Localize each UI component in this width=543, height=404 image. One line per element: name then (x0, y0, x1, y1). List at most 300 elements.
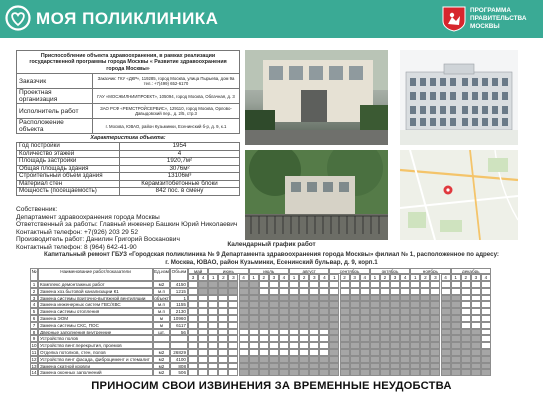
gantt-empty-cell (410, 281, 420, 288)
gantt-bar-cell (218, 281, 228, 288)
work-name: Замена скатной кровли (38, 363, 153, 370)
gantt-empty-cell (259, 281, 269, 288)
gantt-bar-cell (370, 308, 380, 315)
apology-banner: ПРИНОСИМ СВОИ ИЗВИНЕНИЯ ЗА ВРЕМЕННЫЕ НЕУДОБСТВА (91, 380, 452, 392)
gantt-bar-cell (441, 315, 451, 322)
gantt-bar-cell (289, 322, 299, 329)
gantt-empty-cell (289, 281, 299, 288)
row-number: 3 (30, 295, 38, 302)
gantt-bar-cell (259, 315, 269, 322)
gantt-empty-cell (239, 335, 249, 342)
info-row-contractor: Исполнитель работ ЗАО РСФ «РЕМСТРОЙСЕРВИС», 129110, город Москва, Орлово-Давыдовский пер., д. 2/5, стр.3 (17, 104, 240, 119)
gantt-bar-cell (451, 322, 461, 329)
works-manager: Производитель работ: Данилин Григорий Восканович (16, 236, 180, 244)
gantt-bar-cell (319, 308, 329, 315)
gantt-bar-cell (420, 295, 430, 302)
gantt-bar-cell (410, 322, 420, 329)
work-unit: м.п (153, 301, 170, 308)
week-header: 2 (340, 274, 350, 281)
gantt-bar-cell (441, 308, 451, 315)
work-name: Устройство полов (38, 335, 153, 342)
gantt-bar-cell (441, 369, 451, 376)
gantt-empty-cell (218, 335, 228, 342)
work-unit (153, 335, 170, 342)
row-number: 4 (30, 301, 38, 308)
gantt-empty-cell (309, 281, 319, 288)
gantt-bar-cell (259, 301, 269, 308)
gantt-empty-cell (259, 329, 269, 336)
work-unit: м2 (153, 369, 170, 376)
gantt-empty-cell (481, 288, 491, 295)
week-header: 4 (239, 274, 249, 281)
gantt-empty-cell (259, 342, 269, 349)
gantt-empty-cell (481, 301, 491, 308)
gantt-bar-cell (249, 288, 259, 295)
gantt-empty-cell (218, 322, 228, 329)
gantt-bar-cell (329, 301, 339, 308)
gantt-bar-cell (198, 281, 208, 288)
gantt-empty-cell (188, 295, 198, 302)
gantt-bar-cell (420, 301, 430, 308)
gantt-bar-cell (299, 301, 309, 308)
gantt-bar-cell (259, 322, 269, 329)
gantt-empty-cell (218, 342, 228, 349)
owner-label: Собственник: (16, 206, 58, 213)
gantt-empty-cell (198, 315, 208, 322)
gantt-bar-cell (400, 301, 410, 308)
gantt-bar-cell (289, 369, 299, 376)
gantt-empty-cell (309, 288, 319, 295)
gantt-bar-cell (299, 356, 309, 363)
gantt-bar-cell (430, 295, 440, 302)
gantt-empty-cell (188, 308, 198, 315)
gantt-bar-cell (340, 322, 350, 329)
gantt-bar-cell (299, 363, 309, 370)
gantt-bar-cell (380, 315, 390, 322)
gantt-empty-cell (289, 329, 299, 336)
gantt-bar-cell (208, 288, 218, 295)
gantt-bar-cell (360, 349, 370, 356)
gantt-bar-cell (289, 363, 299, 370)
month-header: декабрь (451, 268, 491, 274)
week-header: 1 (249, 274, 259, 281)
gantt-schedule-table (30, 268, 492, 376)
gantt-bar-cell (370, 356, 380, 363)
gantt-empty-cell (218, 315, 228, 322)
week-header: 1 (410, 274, 420, 281)
gantt-empty-cell (340, 288, 350, 295)
work-name: Замена системы СКС, ПОС (38, 322, 153, 329)
gantt-bar-cell (309, 308, 319, 315)
gantt-bar-cell (309, 301, 319, 308)
gantt-empty-cell (198, 349, 208, 356)
photo-building-entrance (245, 50, 388, 145)
gantt-empty-cell (309, 335, 319, 342)
gantt-empty-cell (340, 281, 350, 288)
row-number: 2 (30, 288, 38, 295)
row-number: 12 (31, 356, 37, 362)
gantt-empty-cell (299, 288, 309, 295)
gantt-empty-cell (481, 335, 491, 342)
col-header-work-name: Наименование работ/показатели (38, 268, 153, 281)
gantt-bar-cell (360, 295, 370, 302)
gantt-bar-cell (329, 295, 339, 302)
week-header: 1 (329, 274, 339, 281)
gantt-bar-cell (289, 295, 299, 302)
gantt-bar-cell (360, 315, 370, 322)
gantt-bar-cell (430, 369, 440, 376)
gantt-bar-cell (441, 322, 451, 329)
gantt-empty-cell (471, 288, 481, 295)
month-header: июнь (208, 268, 248, 274)
gantt-bar-cell (380, 356, 390, 363)
gantt-bar-cell (410, 369, 420, 376)
work-volume: 808 (170, 363, 188, 370)
gantt-bar-cell (360, 301, 370, 308)
gantt-empty-cell (289, 342, 299, 349)
gantt-empty-cell (228, 308, 238, 315)
week-header: 2 (461, 274, 471, 281)
gantt-empty-cell (208, 308, 218, 315)
gantt-bar-cell (461, 342, 471, 349)
gantt-bar-cell (340, 335, 350, 342)
gantt-bar-cell (410, 329, 420, 336)
gantt-empty-cell (188, 329, 198, 336)
gantt-empty-cell (218, 349, 228, 356)
month-header: октябрь (370, 268, 410, 274)
gantt-bar-cell (430, 322, 440, 329)
gantt-bar-cell (350, 356, 360, 363)
gantt-bar-cell (370, 342, 380, 349)
gantt-bar-cell (380, 308, 390, 315)
week-header: 2 (259, 274, 269, 281)
work-volume: 1215 (170, 288, 188, 295)
gantt-empty-cell (471, 281, 481, 288)
gantt-empty-cell (188, 349, 198, 356)
gantt-bar-cell (198, 288, 208, 295)
gantt-bar-cell (309, 315, 319, 322)
gantt-empty-cell (228, 369, 238, 376)
gantt-bar-cell (350, 295, 360, 302)
gantt-bar-cell (380, 329, 390, 336)
gantt-bar-cell (451, 301, 461, 308)
gantt-bar-cell (390, 349, 400, 356)
work-unit: шт. (153, 329, 170, 336)
work-volume (170, 335, 188, 342)
gantt-empty-cell (198, 335, 208, 342)
gantt-empty-cell (269, 342, 279, 349)
gantt-empty-cell (218, 301, 228, 308)
col-header-volume: Объем (170, 268, 188, 281)
gantt-bar-cell (400, 335, 410, 342)
gantt-bar-cell (319, 369, 329, 376)
gantt-empty-cell (451, 281, 461, 288)
gantt-empty-cell (218, 295, 228, 302)
gantt-empty-cell (269, 349, 279, 356)
gantt-bar-cell (340, 363, 350, 370)
gantt-bar-cell (420, 342, 430, 349)
gantt-empty-cell (461, 322, 471, 329)
work-unit: м2 (153, 363, 170, 370)
gantt-bar-cell (441, 356, 451, 363)
week-header: 3 (228, 274, 238, 281)
work-volume (170, 342, 188, 349)
gantt-bar-cell (390, 363, 400, 370)
gantt-empty-cell (208, 315, 218, 322)
manager-phone: Контактный телефон: 8 (964) 642-41-90 (16, 243, 137, 251)
gantt-bar-cell (269, 322, 279, 329)
gantt-empty-cell (471, 308, 481, 315)
work-unit (153, 342, 170, 349)
week-header: 3 (269, 274, 279, 281)
gantt-empty-cell (481, 342, 491, 349)
gantt-empty-cell (249, 335, 259, 342)
gantt-bar-cell (420, 308, 430, 315)
gantt-empty-cell (319, 342, 329, 349)
gantt-empty-cell (228, 363, 238, 370)
gantt-empty-cell (390, 281, 400, 288)
gantt-bar-cell (269, 356, 279, 363)
gantt-empty-cell (360, 288, 370, 295)
gantt-empty-cell (471, 322, 481, 329)
owner-name: Департамент здравоохранения города Москвы (16, 213, 160, 221)
gantt-bar-cell (380, 342, 390, 349)
work-name: Замена хоз.бытовой канализации К1 (38, 288, 153, 295)
gantt-bar-cell (279, 308, 289, 315)
gantt-empty-cell (299, 349, 309, 356)
work-volume: 2130 (170, 308, 188, 315)
work-unit: м2 (153, 349, 170, 356)
gantt-bar-cell (400, 369, 410, 376)
gantt-empty-cell (309, 329, 319, 336)
gantt-bar-cell (451, 308, 461, 315)
gantt-bar-cell (319, 363, 329, 370)
gantt-bar-cell (329, 369, 339, 376)
work-name: Комплекс демонтажных работ (38, 281, 153, 288)
work-volume: 506 (170, 369, 188, 376)
work-unit: м2 (153, 281, 170, 288)
gantt-bar-cell (390, 295, 400, 302)
gantt-bar-cell (430, 342, 440, 349)
gantt-empty-cell (481, 308, 491, 315)
gantt-bar-cell (410, 363, 420, 370)
char-row: Материал стен Керамзитобетонные блоки (17, 180, 240, 188)
gantt-bar-cell (259, 356, 269, 363)
gantt-empty-cell (218, 329, 228, 336)
gantt-bar-cell (360, 335, 370, 342)
work-unit: м (153, 322, 170, 329)
week-header: 4 (279, 274, 289, 281)
gantt-bar-cell (451, 356, 461, 363)
gantt-bar-cell (410, 342, 420, 349)
gantt-empty-cell (239, 349, 249, 356)
gantt-bar-cell (481, 356, 491, 363)
row-number: 8 (30, 329, 38, 336)
gantt-empty-cell (279, 329, 289, 336)
gantt-empty-cell (461, 281, 471, 288)
gantt-empty-cell (239, 342, 249, 349)
gantt-bar-cell (420, 329, 430, 336)
gantt-empty-cell (249, 329, 259, 336)
gantt-bar-cell (350, 329, 360, 336)
gantt-bar-cell (471, 329, 481, 336)
gantt-empty-cell (269, 335, 279, 342)
row-number: 9 (30, 335, 38, 342)
gantt-bar-cell (319, 356, 329, 363)
row-number: 13 (31, 363, 37, 369)
gantt-bar-cell (309, 295, 319, 302)
row-number: 14 (31, 370, 37, 376)
gantt-bar-cell (239, 308, 249, 315)
gantt-bar-cell (430, 356, 440, 363)
gantt-empty-cell (299, 281, 309, 288)
gantt-bar-cell (360, 329, 370, 336)
gantt-bar-cell (329, 356, 339, 363)
gantt-bar-cell (400, 315, 410, 322)
week-header: 4 (441, 274, 451, 281)
gantt-empty-cell (228, 329, 238, 336)
work-name: Замена ЭОМ (38, 315, 153, 322)
gantt-bar-cell (461, 356, 471, 363)
work-volume: 4100 (170, 356, 188, 363)
gantt-bar-cell (471, 369, 481, 376)
gantt-empty-cell (319, 349, 329, 356)
gantt-bar-cell (329, 342, 339, 349)
gantt-bar-cell (279, 315, 289, 322)
week-header: 4 (198, 274, 208, 281)
gantt-bar-cell (329, 349, 339, 356)
gantt-empty-cell (319, 329, 329, 336)
week-header: 3 (350, 274, 360, 281)
char-row: Год постройки 1954 (17, 143, 240, 151)
col-header-unit: Ед.изм (153, 268, 170, 281)
gantt-empty-cell (249, 342, 259, 349)
work-unit: м2 (153, 356, 170, 363)
gantt-bar-cell (228, 288, 238, 295)
gantt-empty-cell (420, 288, 430, 295)
gantt-empty-cell (380, 288, 390, 295)
gantt-empty-cell (451, 288, 461, 295)
gantt-bar-cell (329, 335, 339, 342)
object-characteristics-table (16, 142, 240, 196)
char-row: Общая площадь здания 3076м² (17, 165, 240, 173)
gantt-bar-cell (420, 335, 430, 342)
row-number: 6 (30, 315, 38, 322)
gantt-bar-cell (420, 349, 430, 356)
gantt-empty-cell (218, 308, 228, 315)
gantt-empty-cell (390, 288, 400, 295)
gantt-bar-cell (461, 335, 471, 342)
week-header: 3 (430, 274, 440, 281)
gantt-empty-cell (441, 288, 451, 295)
gantt-empty-cell (481, 322, 491, 329)
work-name: Замена инженерных систем ГВС/ХВС (38, 301, 153, 308)
gantt-bar-cell (471, 335, 481, 342)
gantt-bar-cell (249, 308, 259, 315)
gantt-empty-cell (481, 281, 491, 288)
object-characteristics-heading: Характеристика объекта: (90, 135, 166, 142)
gantt-bar-cell (259, 369, 269, 376)
gantt-bar-cell (390, 308, 400, 315)
month-header: май (188, 268, 208, 274)
gantt-bar-cell (370, 322, 380, 329)
gantt-empty-cell (471, 295, 481, 302)
gantt-bar-cell (441, 335, 451, 342)
gantt-empty-cell (228, 322, 238, 329)
gantt-empty-cell (188, 342, 198, 349)
gantt-bar-cell (249, 295, 259, 302)
work-volume: 6117 (170, 322, 188, 329)
gantt-bar-cell (279, 295, 289, 302)
photo-building-facade-render (400, 50, 518, 145)
gantt-empty-cell (198, 329, 208, 336)
gantt-bar-cell (390, 301, 400, 308)
project-info-table (16, 73, 240, 134)
gantt-empty-cell (228, 315, 238, 322)
gantt-bar-cell (420, 363, 430, 370)
gantt-empty-cell (188, 363, 198, 370)
week-header: 3 (471, 274, 481, 281)
gantt-bar-cell (350, 308, 360, 315)
gantt-bar-cell (481, 369, 491, 376)
gantt-bar-cell (299, 322, 309, 329)
gantt-bar-cell (239, 356, 249, 363)
gantt-bar-cell (451, 363, 461, 370)
gantt-bar-cell (309, 322, 319, 329)
gantt-empty-cell (400, 281, 410, 288)
responsible-phone: Контактный телефон: +7(926) 203 29 52 (16, 228, 139, 236)
gantt-bar-cell (249, 363, 259, 370)
gantt-bar-cell (309, 363, 319, 370)
gantt-empty-cell (380, 281, 390, 288)
gantt-bar-cell (340, 329, 350, 336)
gantt-bar-cell (259, 363, 269, 370)
gantt-bar-cell (471, 342, 481, 349)
gantt-bar-cell (461, 349, 471, 356)
gantt-empty-cell (198, 369, 208, 376)
gantt-bar-cell (279, 363, 289, 370)
gantt-bar-cell (461, 369, 471, 376)
gantt-empty-cell (218, 363, 228, 370)
gantt-bar-cell (340, 308, 350, 315)
gantt-bar-cell (410, 301, 420, 308)
gantt-empty-cell (188, 288, 198, 295)
gantt-empty-cell (299, 342, 309, 349)
gantt-bar-cell (390, 356, 400, 363)
week-header: 4 (319, 274, 329, 281)
month-header: ноябрь (410, 268, 450, 274)
gantt-empty-cell (461, 295, 471, 302)
work-name: Устройство вент.перекрытия, проемов (38, 342, 153, 349)
gantt-bar-cell (420, 369, 430, 376)
gantt-bar-cell (269, 308, 279, 315)
work-name: Замена системы приточно-вытяжной вентиляции (38, 295, 153, 302)
work-volume: 1 (170, 295, 188, 302)
gantt-bar-cell (350, 315, 360, 322)
week-header: 3 (309, 274, 319, 281)
gantt-bar-cell (441, 301, 451, 308)
gantt-empty-cell (259, 288, 269, 295)
week-header: 2 (380, 274, 390, 281)
gantt-bar-cell (279, 322, 289, 329)
gantt-empty-cell (228, 335, 238, 342)
gantt-bar-cell (279, 369, 289, 376)
work-name: Замена системы отопления (38, 308, 153, 315)
schedule-subtitle: Капитальный ремонт ГБУЗ «Городская поликлиника № 9 Департамента здравоохранения города Москвы» филиал № 1, расположенное по адресу: (44, 251, 499, 258)
gantt-bar-cell (208, 281, 218, 288)
gantt-bar-cell (340, 295, 350, 302)
gantt-bar-cell (239, 281, 249, 288)
